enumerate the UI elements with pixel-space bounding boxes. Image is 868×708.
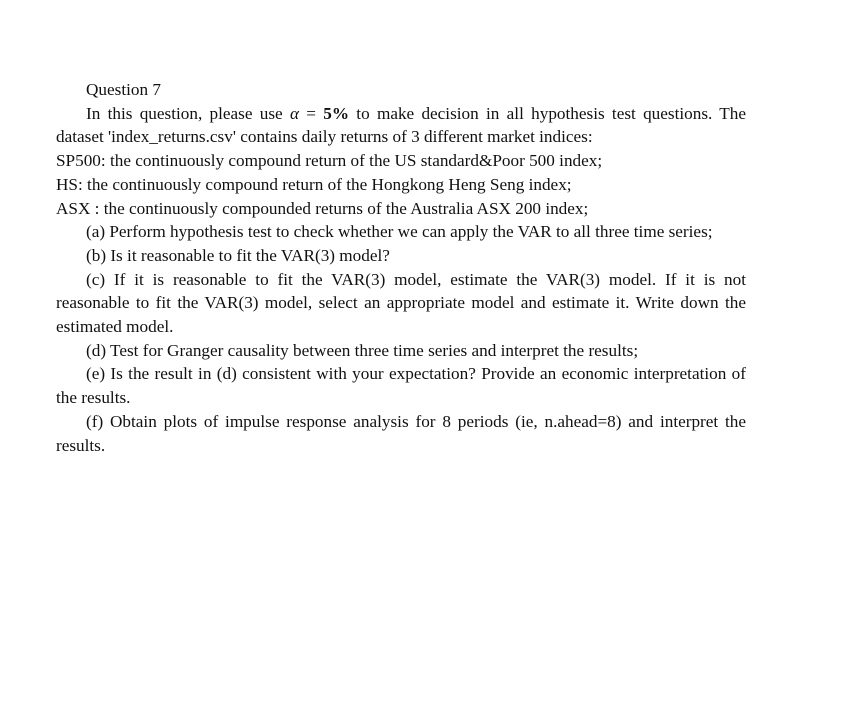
definition-hs: HS: the continuously compound return of the Hongkong Heng Seng index; xyxy=(56,174,572,194)
question-intro xyxy=(56,102,746,149)
definition-sp500: SP500: the continuously compound return of the US standard&Poor 500 index; xyxy=(56,151,603,171)
alpha-symbol: α xyxy=(289,103,299,123)
part-c: (c) If it is reasonable to fit the VAR(3) model, estimate the VAR(3) model. If it is not reasonable to fit the VAR(3) model, select an appropriate model and estimate it. Write down the estimated model. xyxy=(56,269,746,337)
question-document xyxy=(56,78,746,457)
part-e: (e) Is the result in (d) consistent with your expectation? Provide an economic interpretation of the results. xyxy=(56,364,746,408)
question-title: Question 7 xyxy=(86,80,161,99)
intro-before-alpha: In this question, please use xyxy=(86,103,290,123)
part-f: (f) Obtain plots of impulse response analysis for 8 periods (ie, n.ahead=8) and interpret the results. xyxy=(56,411,746,455)
intro-after-alpha: to make decision in all hypothesis test questions. The dataset 'index_returns.csv' contains daily returns of 3 different market indices: xyxy=(56,103,747,147)
alpha-value: 5% xyxy=(323,103,350,123)
part-d: (d) Test for Granger causality between three time series and interpret the results; xyxy=(86,340,639,360)
part-b: (b) Is it reasonable to fit the VAR(3) model? xyxy=(86,245,390,265)
definition-asx: ASX : the continuously compounded returns of the Australia ASX 200 index; xyxy=(56,198,589,218)
part-a: (a) Perform hypothesis test to check whether we can apply the VAR to all three time series; xyxy=(86,222,713,242)
equals-sign: = xyxy=(298,103,324,123)
